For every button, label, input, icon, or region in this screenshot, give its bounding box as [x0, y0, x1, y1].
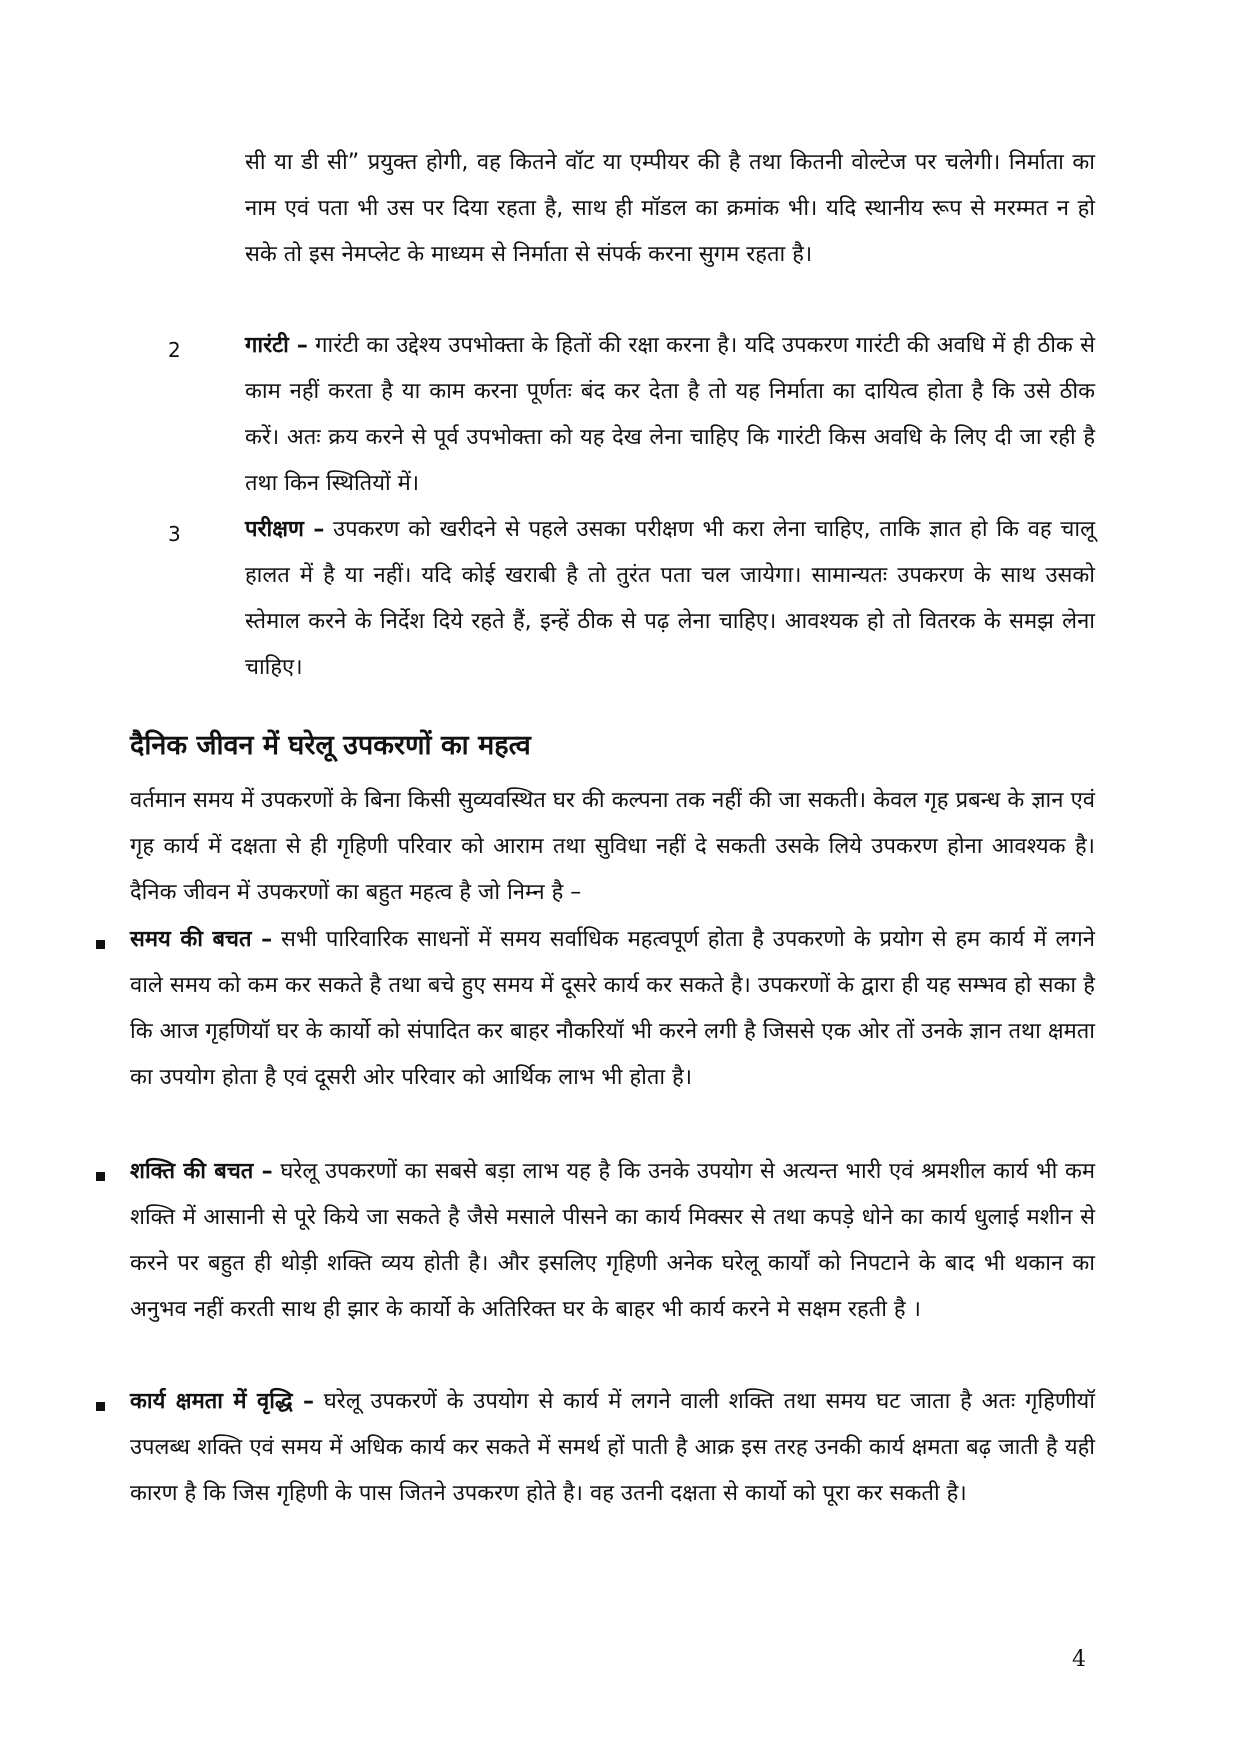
item-number: 2	[168, 338, 181, 362]
bullet-text: घरेलू उपकरणों का सबसे बड़ा लाभ यह है कि उनके उपयोग से अत्यन्त भारी एवं श्रमशील कार्य भी कम शक्ति में आसानी से पूरे किये जा सकते है जैसे मसाले पीसने का कार्य मिक्सर से तथा कपड़े धोने का कार्य धुलाई मशीन से करने पर बहुत ही थोड़ी शक्ति व्यय होती है। और इसलिए गृहिणी अनेक घरेलू कार्यों को निपटाने के बाद भी थकान का अनुभव नहीं करती साथ ही झार के कार्यो के अतिरिक्त घर के बाहर भी कार्य करने मे सक्षम रहती है ।	[130, 1159, 1095, 1322]
section-heading: दैनिक जीवन में घरेलू उपकरणों का महत्व	[130, 730, 531, 761]
bullet-text: घरेलू उपकरणें के उपयोग से कार्य में लगने वाली शक्ति तथा समय घट जाता है अतः गृहिणीयॉ उपलब्ध शक्ति एवं समय में अधिक कार्य कर सकते में समर्थ हों पाती है आक्र इस तरह उनकी कार्य क्षमता बढ़ जाती है यही कारण है कि जिस गृहिणी के पास जितने उपकरण होते है। वह उतनी दक्षता से कार्यो को पूरा कर सकती है।	[130, 1389, 1095, 1506]
bullet-square-icon	[96, 1172, 105, 1181]
item-term: गारंटी –	[245, 333, 308, 358]
item-term: परीक्षण –	[245, 517, 325, 542]
page-number: 4	[1072, 1647, 1086, 1672]
bullet-square-icon	[96, 940, 105, 949]
bullet-text: सभी पारिवारिक साधनों में समय सर्वाधिक महत्वपूर्ण होता है उपकरणो के प्रयोग से हम कार्य में लगने वाले समय को कम कर सकते है तथा बचे हुए समय में दूसरे कार्य कर सकते है। उपकरणों के द्वारा ही यह सम्भव हो सका है कि आज गृहणियॉ घर के कार्यो को संपादित कर बाहर नौकरियॉ भी करने लगी है जिससे एक ओर तों उनके ज्ञान तथा क्षमता का उपयोग होता है एवं दूसरी ओर परिवार को आर्थिक लाभ भी होता है।	[130, 927, 1095, 1090]
item-text: गारंटी का उद्देश्य उपभोक्ता के हितों की रक्षा करना है। यदि उपकरण गारंटी की अवधि में ही ठीक से काम नहीं करता है या काम करना पूर्णतः बंद कर देता है तो यह निर्माता का दायित्व होता है कि उसे ठीक करें। अतः क्रय करने से पूर्व उपभोक्ता को यह देख लेना चाहिए कि गारंटी किस अवधि के लिए दी जा रही है तथा किन स्थितियों में।	[245, 333, 1095, 496]
bullet-term: समय की बचत –	[130, 927, 273, 952]
bullet-square-icon	[96, 1402, 105, 1411]
intro-paragraph: वर्तमान समय में उपकरणों के बिना किसी सुव्यवस्थित घर की कल्पना तक नहीं की जा सकती। केवल गृह प्रबन्ध के ज्ञान एवं गृह कार्य में दक्षता से ही गृहिणी परिवार को आराम तथा सुविधा नहीं दे सकती उसके लिये उपकरण होना आवश्यक है। दैनिक जीवन में उपकरणों का बहुत महत्व है जो निम्न है –	[130, 788, 1095, 905]
list-item-guarantee	[245, 323, 1095, 507]
item-text: उपकरण को खरीदने से पहले उसका परीक्षण भी करा लेना चाहिए, ताकि ज्ञात हो कि वह चालू हालत में है या नहीं। यदि कोई खराबी है तो तुरंत पता चल जायेगा। सामान्यतः उपकरण के साथ उसको स्तेमाल करने के निर्देश दिये रहते हैं, इन्हें ठीक से पढ़ लेना चाहिए। आवश्यक हो तो वितरक के समझ लेना चाहिए।	[245, 517, 1095, 680]
item-number: 3	[168, 522, 181, 546]
continuation-paragraph: सी या डी सी” प्रयुक्त होगी, वह कितने वॉट या एम्पीयर की है तथा कितनी वोल्टेज पर चलेगी। निर्माता का नाम एवं पता भी उस पर दिया रहता है, साथ ही मॉडल का क्रमांक भी। यदि स्थानीय रूप से मरम्मत न हो सके तो इस नेमप्लेट के माध्यम से निर्माता से संपर्क करना सुगम रहता है।	[245, 150, 1095, 267]
bullet-term: कार्य क्षमता में वृद्धि –	[130, 1389, 314, 1414]
bullet-term: शक्ति की बचत –	[130, 1159, 273, 1184]
bullet-item-time-saving	[130, 917, 1095, 1101]
bullet-item-efficiency	[130, 1379, 1095, 1517]
list-item-testing	[245, 507, 1095, 691]
bullet-item-energy-saving	[130, 1149, 1095, 1333]
